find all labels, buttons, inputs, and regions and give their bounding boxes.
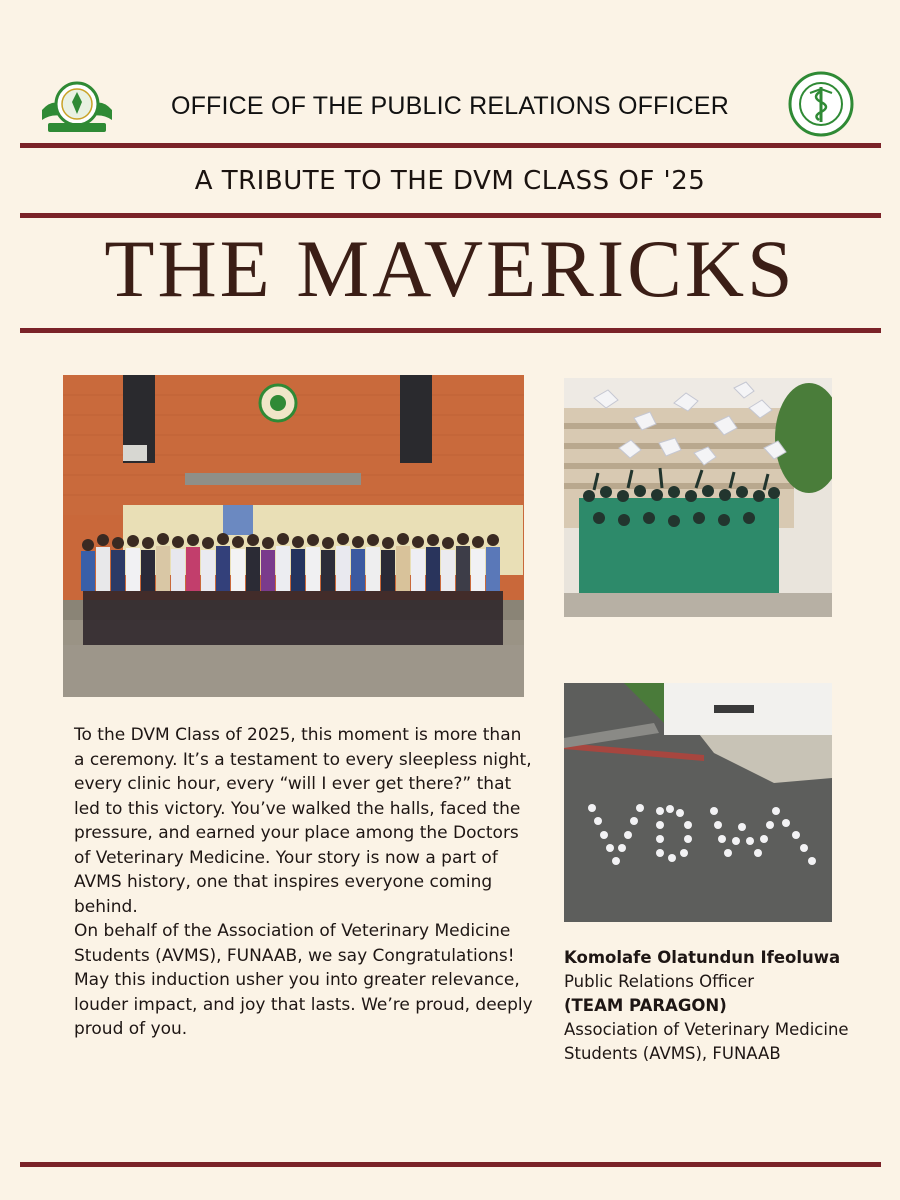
signature-block <box>564 946 864 1066</box>
signatory-name: Komolafe Olatundun Ifeoluwa <box>564 948 841 967</box>
signatory-team: (TEAM PARAGON) <box>564 996 727 1015</box>
main-title-rule <box>20 328 881 333</box>
signatory-organization: Association of Veterinary Medicine Students (AVMS), FUNAAB <box>564 1020 849 1063</box>
main-title: THE MAVERICKS <box>104 223 796 314</box>
group-photo <box>63 375 524 697</box>
footer-rule <box>20 1162 881 1167</box>
avms-caduceus-emblem-icon <box>786 71 856 137</box>
title-rule <box>20 213 881 218</box>
office-header: OFFICE OF THE PUBLIC RELATIONS OFFICER <box>170 92 730 120</box>
tribute-message <box>74 723 534 1042</box>
dvm-formation-aerial-photo <box>564 683 832 922</box>
message-paragraph: To the DVM Class of 2025, this moment is more than a ceremony. It’s a testament to every sleepless night, every clinic hour, every “will I ever get there?” that led to this victory. You’ve walked the halls, faced the pressure, and earned your place among the Doctors of Veterinary Medicine. Your story is now a part of AVMS history, one that inspires everyone coming behind. <box>74 725 532 917</box>
signatory-role: Public Relations Officer <box>564 972 755 991</box>
header-rule <box>20 143 881 148</box>
graduation-celebration-photo <box>564 378 832 617</box>
tribute-title: A TRIBUTE TO THE DVM CLASS OF '25 <box>194 166 706 196</box>
message-paragraph: On behalf of the Association of Veterinary Medicine Students (AVMS), FUNAAB, we say Congratulations! <box>74 921 515 966</box>
message-paragraph: May this induction usher you into greater relevance, louder impact, and joy that lasts. We’re proud, deeply proud of you. <box>74 970 533 1039</box>
